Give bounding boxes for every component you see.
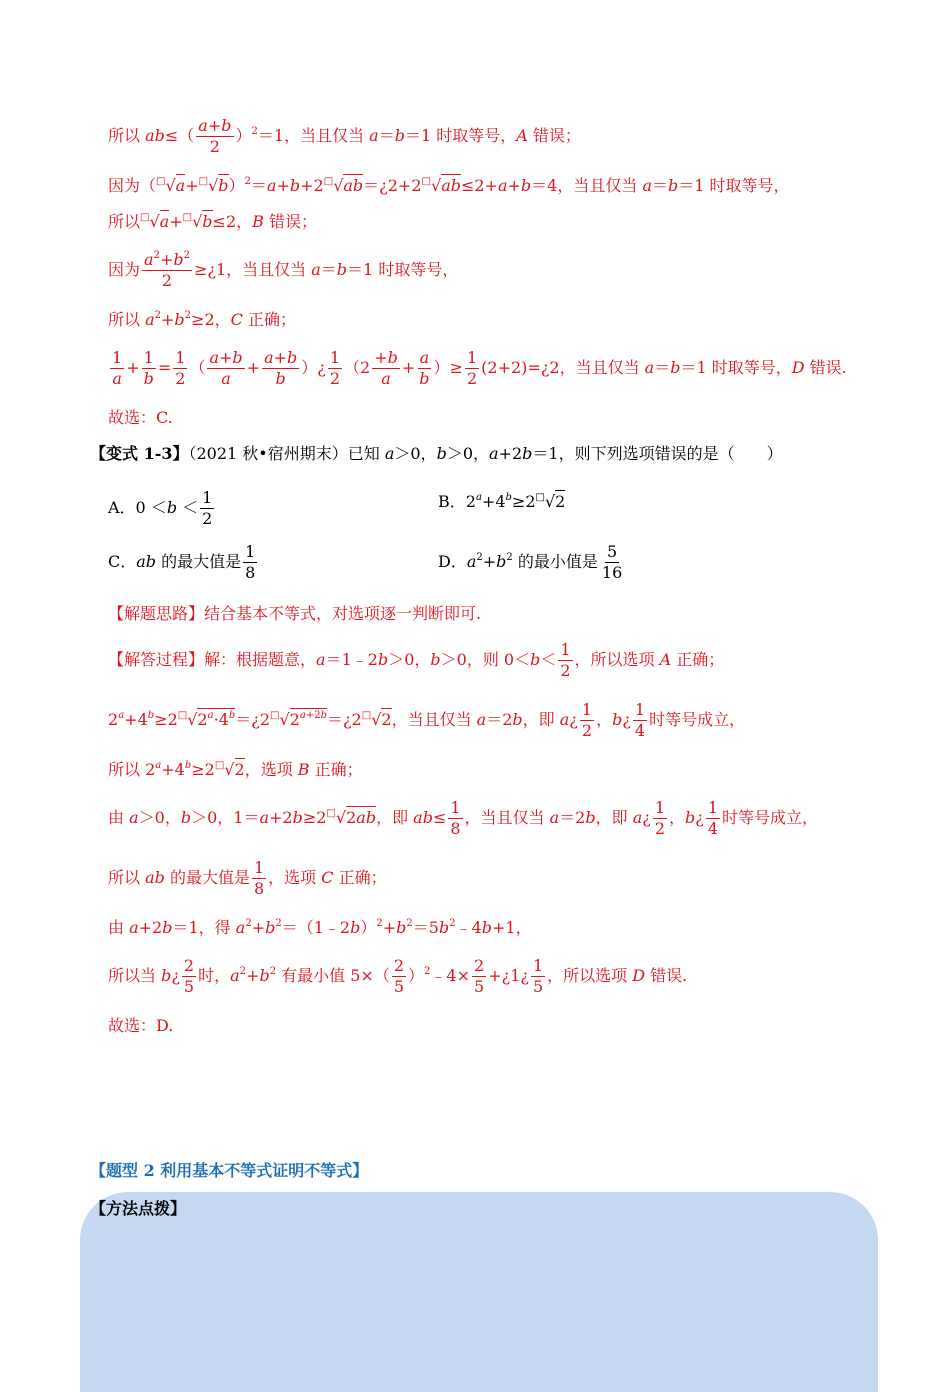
analysis-p2: $2^a+4^b\ge 2^□√2^a\cdot 4^b=¿2^□√2^{a+2b}=¿2^□√2$，当且仅当 a＝2b，即 a¿ $\frac{1}{2}$ ，b¿ $\frac{1}{4}$ 时等号成立， — [108, 700, 746, 740]
analysis-p4: 由 a＞0，b＞0，1＝a+2b≥2□√2ab，即 ab≤ $\frac{1}{8}$ ，当且仅当 a＝2b，即 a¿ $\frac{1}{2}$ ，b¿ $\frac{1}{4}$ 时等号成立， — [108, 798, 819, 838]
analysis-p7: 所以当 b¿ $\frac{2}{5}$ 时，$a^2+b^2$ 有最小值 5×（ $\frac{2}{5}$ ）$^2$﹣4× $\frac{2}{5}$ +¿1¿ $\frac{1}{5}$ ，所以选项 D 错误. — [108, 956, 688, 996]
idea-tag: 【解题思路】 — [108, 604, 205, 623]
solution-line-1: 所以 ab≤（ $\frac{a+b}{2}$ ）$^2$＝1，当且仅当 a＝b＝1 时取等号，A 错误； — [108, 116, 581, 156]
solution-line-5: 所以 $a^2+b^2\ge 2$，C 正确； — [108, 310, 296, 329]
option-b[interactable]: B．$2^a+4^b\ge 2^□√2$ — [438, 492, 566, 511]
method-box — [80, 1192, 878, 1392]
process-tag: 【解答过程】 — [108, 650, 205, 669]
option-c[interactable]: C．ab 的最大值是 $\frac{1}{8}$ — [108, 542, 256, 582]
idea-text: 结合基本不等式，对选项逐一判断即可. — [204, 604, 482, 623]
solution-line-7: 故选：C. — [108, 408, 173, 427]
variant-question: 【变式 1-3】（2021 秋•宿州期末）已知 a＞0，b＞0，a+2b＝1，则下列选项错误的是（ ） — [90, 444, 783, 463]
solution-line-6: $\frac{1}{a}$ + $\frac{1}{b}$ = $\frac{1}{2}$ （ $\frac{a+b}{a}$ + $\frac{a+b}{b}$ ）¿ $\frac{1}{2}$ （2 $\frac{+b}{a}$ + $\frac{a}{b}$ ）≥ $\frac{1}{2}$ (2+2)=¿2，当且仅当 a＝b＝1 时取等号，D 错误. — [112, 348, 847, 388]
option-a[interactable]: A．0 ＜b ＜ $\frac{1}{2}$ — [108, 488, 213, 528]
analysis-p6: 由 a+2b＝1，得 $a^2+b^2=(1﹣2b)^2+b^2=5b^2﹣4b+1$， — [108, 918, 532, 937]
variant-tag: 【变式 1-3】 — [90, 444, 189, 463]
analysis-p8: 故选：D. — [108, 1016, 174, 1035]
method-tag: 【方法点拨】 — [90, 1199, 187, 1218]
analysis-p5: 所以 ab 的最大值是 $\frac{1}{8}$ ，选项 C 正确； — [108, 858, 387, 898]
analysis-idea — [108, 606, 481, 622]
section-heading: 【题型 2 利用基本不等式证明不等式】 — [90, 1161, 369, 1180]
option-d[interactable]: D．$a^2+b^2$ 的最小值是 $\frac{5}{16}$ — [438, 542, 623, 582]
solution-line-4: 因为 $\frac{a^2+b^2}{2}$ ≥¿1，当且仅当 a＝b＝1 时取等号， — [108, 250, 459, 290]
solution-line-3: 所以□√a+□√b≤2，B 错误； — [108, 212, 317, 231]
solution-line-2: 因为$(^□√a+^□√b)^2=a+b+2^□√ab=¿2+2^□√ab\le 2+a+b=4$，当且仅当 a＝b＝1 时取等号， — [108, 176, 790, 195]
analysis-p1: 【解答过程】解：根据题意，a＝1﹣2b＞0，b＞0，则 0＜b＜ $\frac{1}{2}$ ，所以选项 A 正确； — [108, 640, 725, 680]
analysis-p3: 所以 $2^a+4^b\ge 2^□√2$，选项 B 正确； — [108, 760, 363, 779]
variant-source: （2021 秋•宿州期末） — [188, 444, 348, 463]
